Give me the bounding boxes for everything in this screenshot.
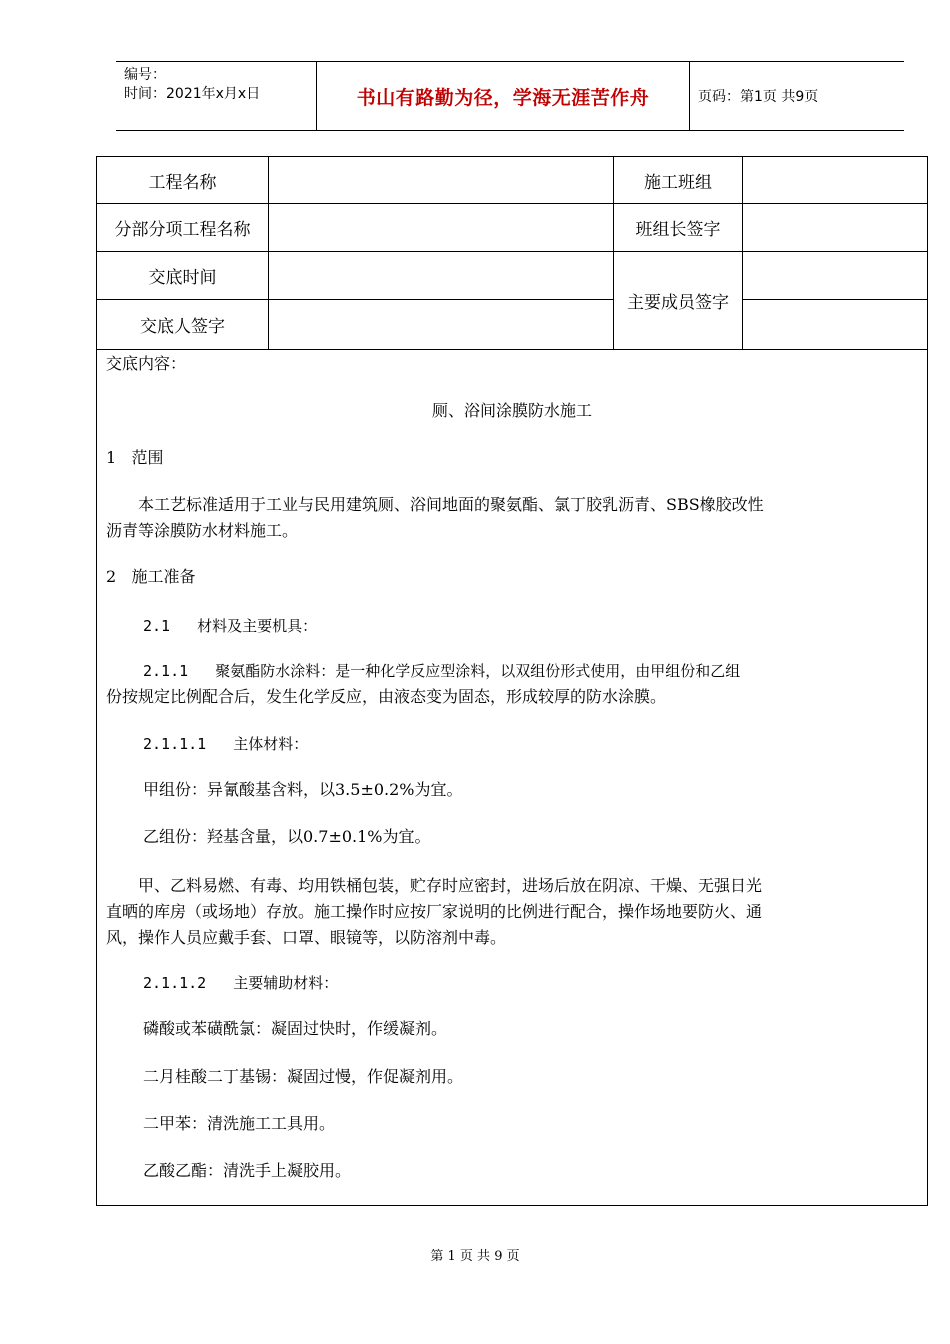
header-meta (124, 66, 314, 104)
text-line: 风，操作人员应戴手套、口罩、眼镜等，以防溶剂中毒。 (106, 928, 507, 947)
handover-time-label: 交底时间 (148, 268, 217, 288)
team-leader-signature-field[interactable] (743, 204, 927, 251)
section-2-heading: 2 施工准备 (106, 567, 196, 586)
section-2-1-1-2-heading: 2.1.1.2 主要辅助材料： (143, 974, 339, 992)
aux-material-3: 二甲苯：清洗施工工具用。 (143, 1114, 336, 1133)
content-label: 交底内容： (106, 354, 187, 373)
sub-project-label: 分部分项工程名称 (114, 220, 251, 240)
handover-person-signature-field[interactable] (269, 300, 613, 349)
main-members-signature-label: 主要成员签字 (627, 293, 729, 313)
form-divider (97, 349, 927, 350)
serial-number-label: 编号： (124, 67, 166, 83)
team-leader-signature-label: 班组长签字 (635, 220, 721, 240)
text-line: 份按规定比例配合后，发生化学反应，由液态变为固态，形成较厚的防水涂膜。 (106, 687, 667, 706)
document-title: 厕、浴间涂膜防水施工 (431, 401, 592, 420)
project-name-label: 工程名称 (148, 172, 217, 193)
main-members-signature-field[interactable] (743, 252, 927, 349)
text-line: 甲、乙料易燃、有毒、均用铁桶包装，贮存时应密封，进场后放在阴凉、干燥、无强日光 (138, 876, 763, 895)
page-footer: 第 1 页 共 9 页 (430, 1249, 520, 1264)
section-2-1-heading: 2.1 材料及主要机具： (143, 617, 318, 635)
section-1-paragraph (106, 492, 906, 544)
text-line: 直晒的库房（或场地）存放。施工操作时应按厂家说明的比例进行配合，操作场地要防火、通 (106, 902, 763, 921)
storage-paragraph (106, 873, 906, 951)
aux-material-4: 乙酸乙酯：清洗手上凝胶用。 (143, 1161, 352, 1180)
construction-team-label: 施工班组 (644, 172, 712, 193)
handover-time-field[interactable] (269, 252, 613, 299)
text-line: 本工艺标准适用于工业与民用建筑厕、浴间地面的聚氨酯、氯丁胶乳沥青、SBS橡胶改性 (138, 495, 764, 514)
section-1-heading: 1 范围 (106, 448, 164, 467)
header-motto-cell (316, 62, 690, 130)
sub-project-field[interactable] (269, 204, 613, 251)
page-header (116, 61, 904, 131)
section-2-1-1-paragraph (106, 658, 906, 710)
section-2-1-1-1-heading: 2.1.1.1 主体材料： (143, 735, 309, 753)
handover-person-signature-label: 交底人签字 (140, 317, 225, 337)
header-page-info: 页码：第1页 共9页 (698, 89, 819, 105)
text-line: 2.1.1 聚氨酯防水涂料：是一种化学反应型涂料，以双组份形式使用，由甲组份和乙组 (143, 662, 741, 680)
text-line: 沥青等涂膜防水材料施工。 (106, 521, 299, 540)
date-label: 时间：2021年x月x日 (124, 86, 261, 102)
project-name-field[interactable] (269, 157, 613, 203)
aux-material-2: 二月桂酸二丁基锡：凝固过慢，作促凝剂用。 (143, 1067, 464, 1086)
part-a-text: 甲组份：异氰酸基含料，以3.5±0.2%为宜。 (143, 780, 463, 799)
header-motto: 书山有路勤为径，学海无涯苦作舟 (356, 86, 650, 109)
construction-team-field[interactable] (743, 157, 927, 203)
text-line (106, 658, 906, 684)
aux-material-1: 磷酸或苯磺酰氯：凝固过快时，作缓凝剂。 (143, 1019, 448, 1038)
part-b-text: 乙组份：羟基含量，以0.7±0.1%为宜。 (143, 827, 431, 846)
